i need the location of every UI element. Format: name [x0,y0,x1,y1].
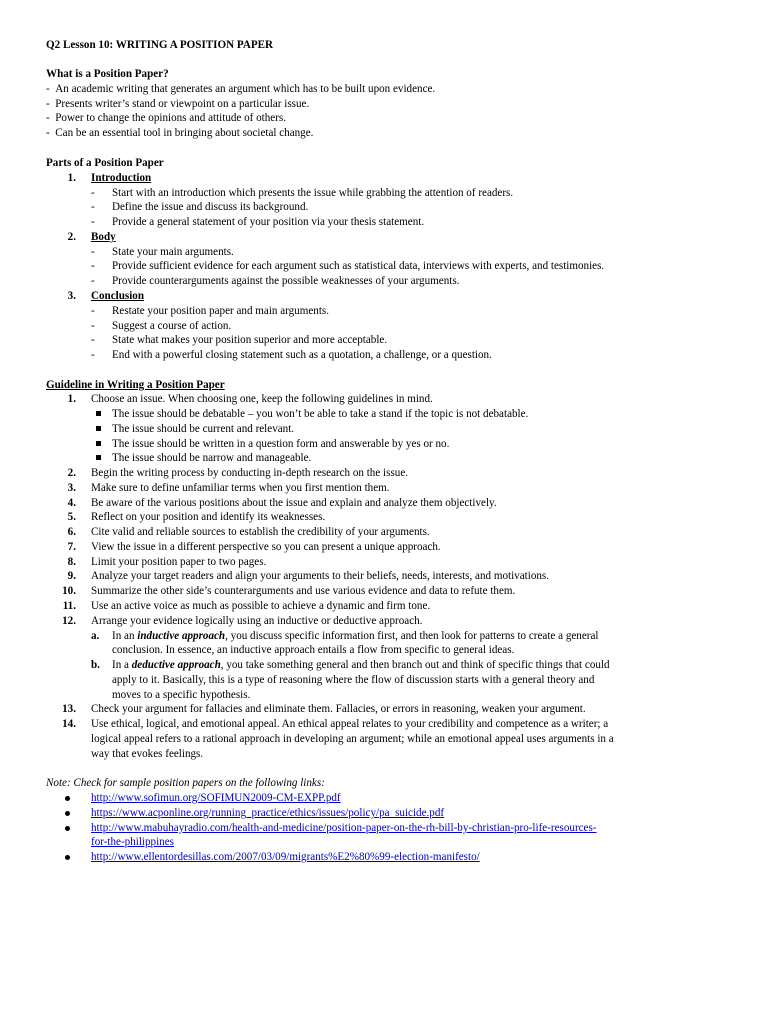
square-bullet-icon [96,455,101,460]
list-item: - Restate your position paper and main arguments. [91,305,329,317]
list-item: - State your main arguments. [91,246,234,258]
bullet-icon [65,826,70,831]
guideline-number: 2. [67,467,76,479]
guideline-number: 3. [67,482,76,494]
guideline-subitem: The issue should be debatable – you won’t be able to take a stand if the topic is not debatable. [112,408,529,420]
guideline-item: Check your argument for fallacies and eliminate them. Fallacies, or errors in reasoning, weaken your argument. [91,703,586,715]
list-item: - Suggest a course of action. [91,320,232,332]
guideline-number: 7. [67,541,76,553]
what-item: - Presents writer’s stand or viewpoint on a particular issue. [46,98,310,110]
section-number: 3. [67,290,76,302]
document-title: Q2 Lesson 10: WRITING A POSITION PAPER [46,39,274,51]
bullet-icon [65,855,70,860]
parts-heading: Parts of a Position Paper [46,157,164,169]
guideline-subitem: The issue should be current and relevant. [112,423,295,435]
section-title-introduction: Introduction [91,172,152,184]
link-mabuhayradio[interactable]: http://www.mabuhayradio.com/health-and-medicine/position-paper-on-the-rh-bill-by-christian-pro-life-resources- [91,822,597,834]
guideline-heading: Guideline in Writing a Position Paper [46,379,225,391]
deductive-paragraph-cont: apply to it. Basically, this is a type of reasoning where the flow of discussion starts with a general theory and [112,674,595,686]
guideline-number: 12. [62,615,76,627]
guideline-item: Limit your position paper to two pages. [91,556,267,568]
guideline-item-cont: logical appeal refers to a rational approach in developing an argument; while an emotional appeal uses arguments in a [91,733,614,745]
guideline-item: Make sure to define unfamiliar terms when you first mention them. [91,482,390,494]
square-bullet-icon [96,411,101,416]
guideline-item: Use ethical, logical, and emotional appeal. An ethical appeal relates to your credibility and competence as a writer; a [91,718,609,730]
guideline-number: 8. [67,556,76,568]
list-item: - Provide sufficient evidence for each argument such as statistical data, interviews with experts, and testimonies. [91,260,605,272]
what-item: - An academic writing that generates an argument which has to be built upon evidence. [46,83,436,95]
bullet-icon [65,796,70,801]
guideline-item: Analyze your target readers and align your arguments to their beliefs, needs, interests, and motivations. [91,570,550,582]
deductive-paragraph-cont: moves to a specific hypothesis. [112,689,251,701]
link-acponline[interactable]: https://www.acponline.org/running_practice/ethics/issues/policy/pa_suicide.pdf [91,807,445,819]
list-item: - Start with an introduction which presents the issue while grabbing the attention of readers. [91,187,514,199]
sub-letter: a. [91,630,100,642]
link-ellentordesillas[interactable]: http://www.ellentordesillas.com/2007/03/09/migrants%E2%80%99-election-manifesto/ [91,851,480,863]
guideline-item: Use an active voice as much as possible to achieve a dynamic and firm tone. [91,600,431,612]
link-mabuhayradio-cont[interactable]: for-the-philippines [91,836,174,848]
guideline-subitem: The issue should be narrow and manageable. [112,452,312,464]
what-item: - Can be an essential tool in bringing about societal change. [46,127,314,139]
section-number: 1. [67,172,76,184]
link-sofimun[interactable]: http://www.sofimun.org/SOFIMUN2009-CM-EXPP.pdf [91,792,341,804]
note-text: Note: Check for sample position papers on the following links: [46,777,325,789]
guideline-number: 1. [67,393,76,405]
guideline-subitem: The issue should be written in a question form and answerable by yes or no. [112,438,450,450]
guideline-number: 5. [67,511,76,523]
guideline-item: View the issue in a different perspective so you can present a unique approach. [91,541,441,553]
list-item: - Define the issue and discuss its background. [91,201,309,213]
guideline-number: 9. [67,570,76,582]
section-title-conclusion: Conclusion [91,290,145,302]
deductive-paragraph: In a deductive approach, you take something general and then branch out and think of specific things that could [112,659,610,671]
list-item: - Provide counterarguments against the possible weaknesses of your arguments. [91,275,460,287]
what-item: - Power to change the opinions and attitude of others. [46,112,287,124]
bullet-icon [65,811,70,816]
guideline-item: Choose an issue. When choosing one, keep the following guidelines in mind. [91,393,433,405]
sub-letter: b. [91,659,100,671]
what-heading: What is a Position Paper? [46,68,169,80]
list-item: - State what makes your position superior and more acceptable. [91,334,388,346]
guideline-item-cont: way that evokes feelings. [91,748,204,760]
guideline-number: 11. [62,600,76,612]
guideline-item: Cite valid and reliable sources to establish the credibility of your arguments. [91,526,430,538]
guideline-item: Reflect on your position and identify its weaknesses. [91,511,326,523]
guideline-item: Arrange your evidence logically using an inductive or deductive approach. [91,615,423,627]
square-bullet-icon [96,441,101,446]
list-item: - End with a powerful closing statement such as a quotation, a challenge, or a question. [91,349,492,361]
square-bullet-icon [96,426,101,431]
guideline-number: 14. [62,718,76,730]
guideline-number: 13. [62,703,76,715]
section-title-body: Body [91,231,116,243]
inductive-paragraph-cont: conclusion. In essence, an inductive approach entails a flow from specific to general ideas. [112,644,515,656]
guideline-item: Be aware of the various positions about the issue and explain and analyze them objectively. [91,497,497,509]
guideline-item: Summarize the other side’s counterarguments and use various evidence and data to refute them. [91,585,516,597]
list-item: - Provide a general statement of your position via your thesis statement. [91,216,425,228]
guideline-item: Begin the writing process by conducting in-depth research on the issue. [91,467,409,479]
section-number: 2. [67,231,76,243]
guideline-number: 6. [67,526,76,538]
guideline-number: 4. [67,497,76,509]
inductive-paragraph: In an inductive approach, you discuss specific information first, and then look for patterns to create a general [112,630,599,642]
guideline-number: 10. [62,585,76,597]
